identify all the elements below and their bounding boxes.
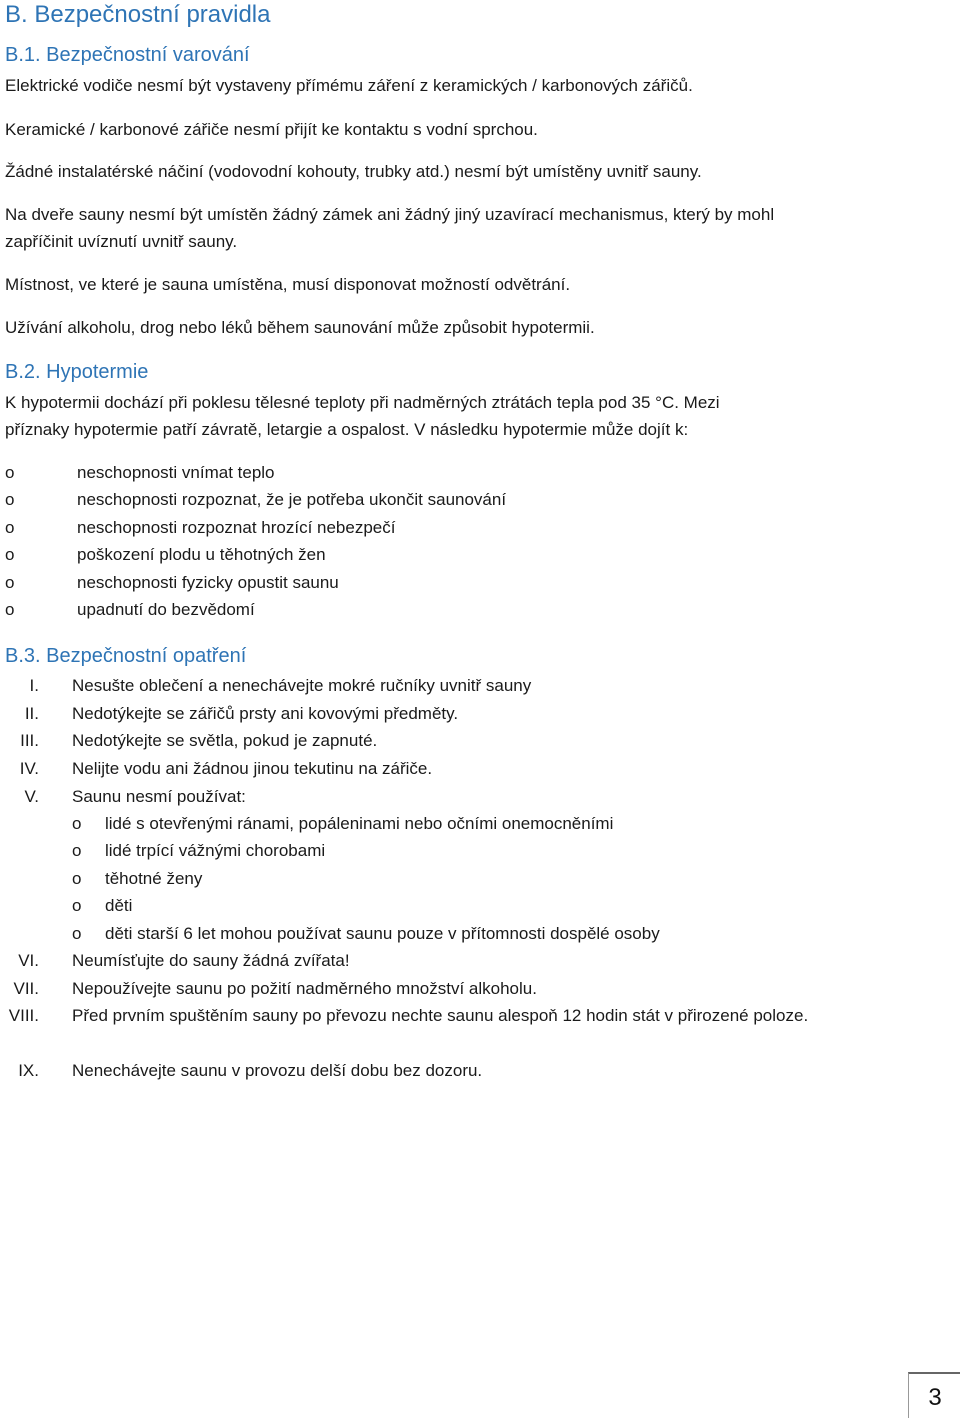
list-item: [5, 596, 805, 623]
numbered-item: [5, 672, 885, 699]
bullet-marker: o: [72, 869, 82, 888]
list-item-text: poškození plodu u těhotných žen: [77, 545, 326, 564]
item-numeral: I.: [29, 676, 39, 695]
paragraph: Žádné instalatérské náčiní (vodovodní kohouty, trubky atd.) nesmí být umístěny uvnitř sauny.: [5, 162, 702, 181]
section-heading-b2: B.2. Hypotermie: [5, 361, 149, 383]
paragraph: Na dveře sauny nesmí být umístěn žádný zámek ani žádný jiný uzavírací mechanismus, který by mohl: [5, 205, 775, 224]
item-text: Saunu nesmí používat:: [72, 787, 246, 806]
section-heading-b3: B.3. Bezpečnostní opatření: [5, 645, 247, 667]
sub-item-text: lidé s otevřenými ránami, popáleninami nebo očními onemocněními: [105, 814, 614, 833]
numbered-item: [5, 700, 885, 727]
numbered-item: [5, 727, 885, 754]
paragraph: Užívání alkoholu, drog nebo léků během saunování může způsobit hypotermii.: [5, 318, 595, 337]
bullet-marker: o: [5, 490, 15, 509]
list-item-text: neschopnosti vnímat teplo: [77, 463, 275, 482]
item-text: Nedotýkejte se světla, pokud je zapnuté.: [72, 731, 378, 750]
paragraph: Místnost, ve které je sauna umístěna, musí disponovat možností odvětrání.: [5, 275, 571, 294]
sub-item-text: děti: [105, 896, 133, 915]
paragraph: příznaky hypotermie patří závratě, letargie a ospalost. V následku hypotermie může dojít k:: [5, 420, 689, 439]
bullet-marker: o: [5, 463, 15, 482]
sub-list-item: [5, 892, 885, 919]
item-numeral: IV.: [19, 759, 39, 778]
list-item-text: neschopnosti rozpoznat hrozící nebezpečí: [77, 518, 396, 537]
bullet-marker: o: [5, 600, 15, 619]
item-text: Před prvním spuštěním sauny po převozu nechte saunu alespoň 12 hodin stát v přirozené poloze.: [72, 1006, 809, 1025]
item-text: Nenechávejte saunu v provozu delší dobu bez dozoru.: [72, 1061, 483, 1080]
sub-item-text: těhotné ženy: [105, 869, 203, 888]
item-text: Neumísťujte do sauny žádná zvířata!: [72, 951, 350, 970]
item-numeral: VIII.: [8, 1006, 39, 1025]
paragraph: Keramické / karbonové zářiče nesmí přijít ke kontaktu s vodní sprchou.: [5, 120, 538, 139]
numbered-item: [5, 1057, 885, 1084]
sub-list-item: [5, 920, 885, 947]
item-numeral: III.: [20, 731, 39, 750]
page-number-box: [908, 1372, 960, 1418]
numbered-item: [5, 783, 885, 810]
list-item: [5, 514, 805, 541]
list-item: [5, 569, 805, 596]
paragraph: K hypotermii dochází při poklesu tělesné teploty při nadměrných ztrátách tepla pod 35 °C. Mezi: [5, 393, 720, 412]
item-text: Nedotýkejte se zářičů prsty ani kovovými předměty.: [72, 704, 459, 723]
item-text: Nepoužívejte saunu po požití nadměrného množství alkoholu.: [72, 979, 537, 998]
list-item: [5, 541, 805, 568]
list-item-text: neschopnosti rozpoznat, že je potřeba ukončit saunování: [77, 490, 507, 509]
item-numeral: II.: [24, 704, 39, 723]
bullet-marker: o: [5, 518, 15, 537]
page-title: B. Bezpečnostní pravidla: [5, 1, 271, 28]
list-item-text: neschopnosti fyzicky opustit saunu: [77, 573, 339, 592]
paragraph: zapříčinit uvíznutí uvnitř sauny.: [5, 232, 238, 251]
sub-list-item: [5, 810, 885, 837]
bullet-marker: o: [5, 545, 15, 564]
item-numeral: V.: [24, 787, 39, 806]
numbered-item: [5, 755, 885, 782]
bullet-marker: o: [5, 573, 15, 592]
sub-item-text: lidé trpící vážnými chorobami: [105, 841, 326, 860]
numbered-item: [5, 975, 885, 1002]
bullet-marker: o: [72, 841, 82, 860]
list-item-text: upadnutí do bezvědomí: [77, 600, 255, 619]
bullet-marker: o: [72, 896, 82, 915]
sub-list-item: [5, 837, 885, 864]
section-heading-b1: B.1. Bezpečnostní varování: [5, 44, 250, 66]
paragraph: Elektrické vodiče nesmí být vystaveny přímému záření z keramických / karbonových zářičů.: [5, 76, 693, 95]
item-text: Nesušte oblečení a nenechávejte mokré ručníky uvnitř sauny: [72, 676, 532, 695]
sub-item-text: děti starší 6 let mohou používat saunu pouze v přítomnosti dospělé osoby: [105, 924, 660, 943]
numbered-item: [5, 1002, 885, 1056]
bullet-marker: o: [72, 814, 82, 833]
item-text: Nelijte vodu ani žádnou jinou tekutinu na zářiče.: [72, 759, 433, 778]
page-number: 3: [928, 1384, 942, 1411]
list-item: [5, 459, 805, 486]
numbered-item: [5, 947, 885, 974]
list-item: [5, 486, 805, 513]
item-numeral: IX.: [18, 1061, 39, 1080]
item-numeral: VII.: [13, 979, 39, 998]
sub-list-item: [5, 865, 885, 892]
item-numeral: VI.: [18, 951, 39, 970]
bullet-marker: o: [72, 924, 82, 943]
